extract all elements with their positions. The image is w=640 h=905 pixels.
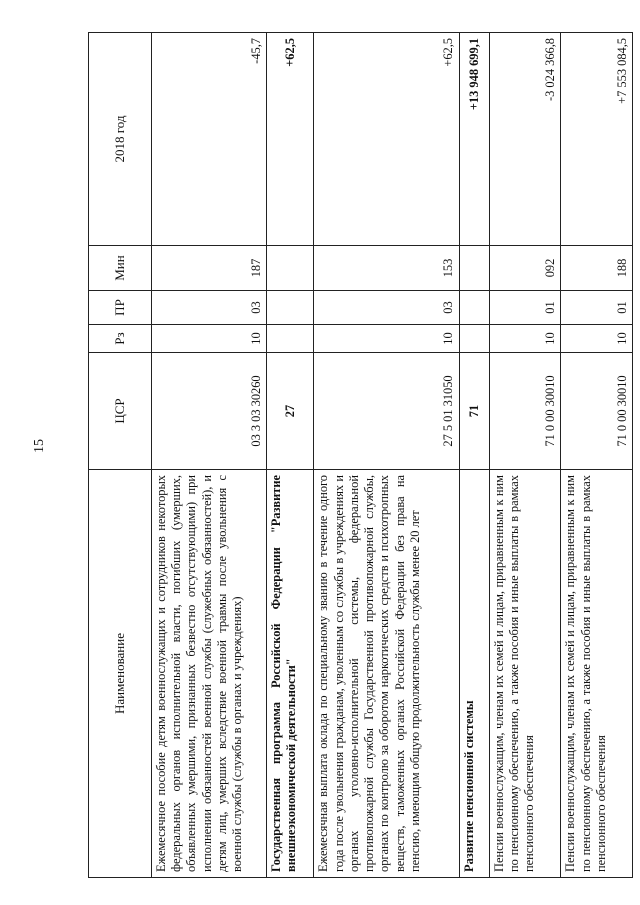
page-number: 15 — [32, 439, 47, 453]
row-min: 188 — [561, 246, 633, 291]
row-rz: 10 — [152, 325, 267, 353]
table-row — [561, 33, 633, 878]
row-name: Пенсии военнослужащим, членам их семей и лицам, приравненным к ним по пенсионному обеспечению, а также пособия и иные выплаты в рамках пенсионного обеспечения — [489, 470, 561, 878]
row-pr — [459, 291, 489, 325]
rotated-page — [88, 33, 633, 878]
row-rz — [266, 325, 314, 353]
row-csr: 27 5 01 31050 — [314, 353, 459, 470]
table-row — [489, 33, 561, 878]
row-min — [459, 246, 489, 291]
header-rz: Рз — [89, 325, 152, 353]
table-row — [152, 33, 267, 878]
row-amount: +62,5 — [266, 33, 314, 246]
row-amount: +7 553 084,5 — [561, 33, 633, 246]
header-row — [89, 33, 152, 878]
header-pr: ПР — [89, 291, 152, 325]
row-min — [266, 246, 314, 291]
header-csr: ЦСР — [89, 353, 152, 470]
row-amount: +13 948 699,1 — [459, 33, 489, 246]
row-pr — [266, 291, 314, 325]
row-name: Государственная программа Российской Федерации "Развитие внешнеэкономической деятельности" — [266, 470, 314, 878]
row-min: 153 — [314, 246, 459, 291]
row-csr: 71 0 00 30010 — [489, 353, 561, 470]
row-name: Развитие пенсионной системы — [459, 470, 489, 878]
budget-table — [88, 32, 633, 878]
row-csr: 03 3 03 30260 — [152, 353, 267, 470]
row-name: Ежемесячная выплата оклада по специальному званию в течение одного года после увольнения гражданам, уволенным со службы в учреждениях и органах уголовно-исполнительной системы, федеральной противопожарной службы Государственной противопожарной службы, органах по контролю за оборотом наркотических средств и психотропных веществ, таможенных органах Российской Федерации без права на пенсию, имеющим общую продолжительность службы менее 20 лет — [314, 470, 459, 878]
table-row — [314, 33, 459, 878]
row-min: 187 — [152, 246, 267, 291]
row-pr: 01 — [561, 291, 633, 325]
table-row-program — [266, 33, 314, 878]
header-min: Мин — [89, 246, 152, 291]
table-row-program — [459, 33, 489, 878]
row-name: Пенсии военнослужащим, членам их семей и лицам, приравненным к ним по пенсионному обеспечению, а также пособия и иные выплаты в рамках пенсионного обеспечения — [561, 470, 633, 878]
row-pr: 01 — [489, 291, 561, 325]
row-rz: 10 — [314, 325, 459, 353]
row-pr: 03 — [314, 291, 459, 325]
row-rz: 10 — [561, 325, 633, 353]
row-rz — [459, 325, 489, 353]
header-year: 2018 год — [89, 33, 152, 246]
header-name: Наименование — [89, 470, 152, 878]
row-min: 092 — [489, 246, 561, 291]
row-amount: +62,5 — [314, 33, 459, 246]
row-amount: -3 024 366,8 — [489, 33, 561, 246]
row-csr: 71 0 00 30010 — [561, 353, 633, 470]
row-name: Ежемесячное пособие детям военнослужащих и сотрудников некоторых федеральных органов исполнительной власти, погибших (умерших, объявленных умершими, признанных безвестно отсутствующими) при исполнении обязанностей военной службы (служебных обязанностей), и детям лиц, умерших вследствие военной травмы после увольнения с военной службы (службы в органах и учреждениях) — [152, 470, 267, 878]
row-csr: 27 — [266, 353, 314, 470]
row-amount: -45,7 — [152, 33, 267, 246]
row-pr: 03 — [152, 291, 267, 325]
row-csr: 71 — [459, 353, 489, 470]
row-rz: 10 — [489, 325, 561, 353]
